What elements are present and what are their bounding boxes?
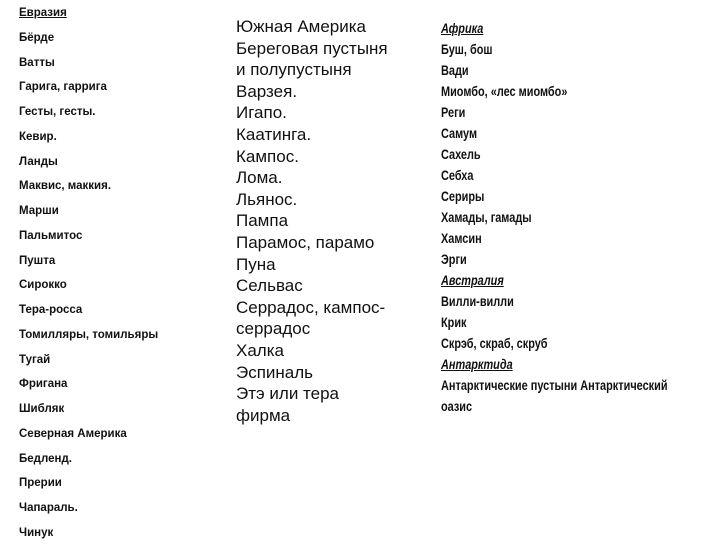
list-item: Халка	[236, 340, 284, 360]
list-item: Пуна	[236, 254, 276, 274]
list-item: Марши	[19, 205, 59, 217]
list-item: Вади	[441, 62, 469, 78]
list-item: Скрэб, скраб, скруб	[441, 335, 548, 351]
list-item: Серрадос, кампос-	[236, 297, 386, 317]
south-america-header: Южная Америка	[236, 17, 367, 36]
list-item: Лома.	[236, 168, 283, 188]
list-item: Береговая пустыня	[236, 38, 388, 58]
list-item: Шибляк	[19, 403, 65, 415]
list-item: Пампа	[236, 211, 289, 231]
list-item: Крик	[441, 314, 467, 330]
middle-column	[236, 16, 388, 426]
list-item: Тугай	[19, 353, 51, 366]
list-item: Эспиналь	[236, 362, 314, 382]
list-item: Ланды	[19, 155, 58, 168]
list-item: Миомбо, «лес миомбо»	[441, 83, 568, 99]
list-item: Хамсин	[441, 230, 482, 246]
antarctica-header: Антарктида	[441, 356, 513, 372]
list-item: Антарктические пустыни Антарктический	[441, 377, 668, 393]
australia-header: Австралия	[441, 272, 504, 288]
list-item: Кевир.	[19, 130, 57, 143]
list-item: Вилли-вилли	[441, 293, 514, 309]
list-item: Этэ или тера	[236, 384, 339, 404]
list-item: Гарига, гаррига	[19, 81, 107, 94]
list-item: Сахель	[441, 146, 481, 162]
africa-header: Африка	[441, 20, 484, 36]
list-item: Чинук	[19, 526, 54, 539]
list-item: Бёрде	[19, 31, 55, 44]
list-item: оазис	[441, 398, 473, 414]
list-item: Льянос.	[236, 189, 298, 209]
list-item: Кампос.	[236, 146, 299, 166]
list-item: Самум	[441, 125, 478, 141]
list-item: Чапараль.	[19, 502, 78, 514]
list-item: Игапо.	[236, 103, 287, 123]
list-item: Варзея.	[236, 81, 298, 101]
list-item: Парамос, парамо	[236, 232, 375, 252]
list-item: и полупустыня	[236, 60, 352, 80]
right-column	[441, 18, 668, 417]
list-item: Фригана	[19, 378, 68, 391]
list-item: серрадос	[236, 319, 311, 339]
list-item: Гесты, гесты.	[19, 106, 96, 118]
list-item: Пушта	[19, 254, 56, 267]
list-item: Ватты	[19, 56, 55, 69]
list-item: Реги	[441, 104, 466, 120]
list-item: Себха	[441, 167, 474, 183]
list-item: Каатинга.	[236, 124, 312, 144]
eurasia-header: Евразия	[19, 7, 67, 19]
list-item: Хамады, гамады	[441, 209, 532, 225]
list-item: Тера-росса	[19, 304, 83, 316]
list-item: Бедленд.	[19, 452, 72, 465]
list-item: Сериры	[441, 188, 485, 204]
list-item: фирма	[236, 405, 291, 425]
list-item: Маквис, маккия.	[19, 180, 112, 193]
list-item: Эрги	[441, 251, 467, 267]
north-america-header: Северная Америка	[19, 427, 127, 440]
left-column	[19, 4, 158, 549]
list-item: Томилляры, томильяры	[19, 328, 159, 341]
list-item: Буш, бош	[441, 41, 493, 57]
list-item: Пальмитос	[19, 229, 83, 242]
list-item: Сирокко	[19, 279, 67, 292]
list-item: Прерии	[19, 477, 62, 490]
list-item: Сельвас	[236, 276, 303, 296]
